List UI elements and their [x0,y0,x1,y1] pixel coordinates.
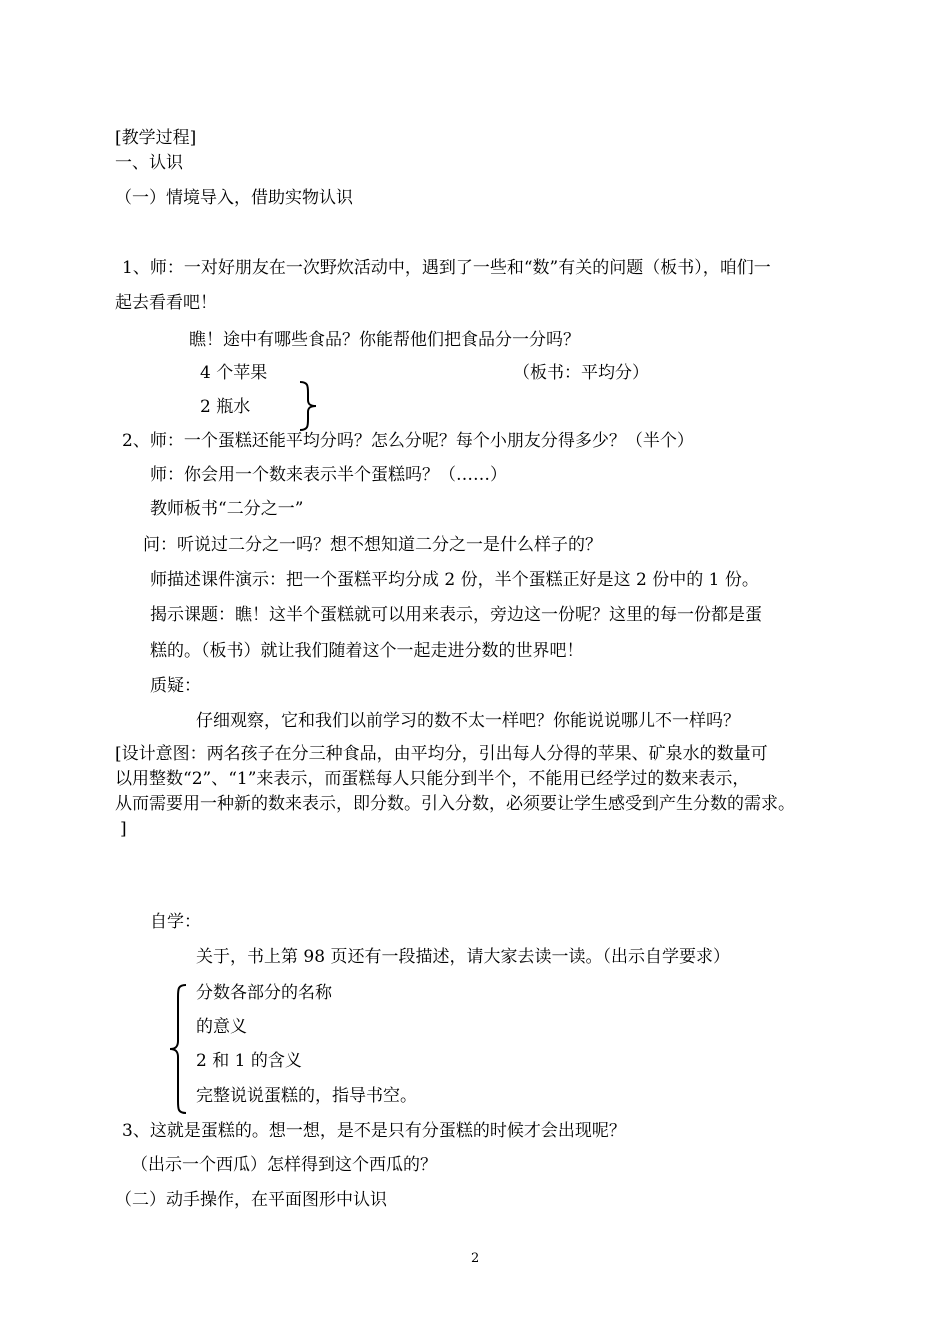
study-requirement: 2 和 1 的含义 [196,1051,302,1071]
paragraph-line: 糕的。（板书）就让我们随着这个一起走进分数的世界吧！ [150,641,584,661]
design-intent-line: [设计意图：两名孩子在分三种食品，由平均分，引出每人分得的苹果、矿泉水的数量可 [115,744,768,764]
design-intent-line: ] [120,819,127,839]
section-header: [教学过程] [115,128,197,148]
paragraph-line: 瞧！途中有哪些食品？你能帮他们把食品分一分吗？ [189,330,580,350]
subsection-heading: （一）情境导入，借助实物认识 [115,188,353,208]
design-intent-line: 以用整数“2”、“1”来表示，而蛋糕每人只能分到半个，不能用已经学过的数来表示， [115,769,750,789]
paragraph-line: 2、师：一个蛋糕还能平均分吗？怎么分呢？每个小朋友分得多少？（半个） [122,431,694,451]
design-intent-line: 从而需要用一种新的数来表示，即分数。引入分数，必须要让学生感受到产生分数的需求。 [115,794,795,814]
study-requirement: 完整说说蛋糕的，指导书空。 [196,1086,417,1106]
paragraph-line: 揭示课题：瞧！这半个蛋糕就可以用来表示，旁边这一份呢？这里的每一份都是蛋 [150,605,762,625]
part-heading: 一、认识 [115,153,183,173]
board-note: （板书：平均分） [513,363,649,383]
subsection-heading: （二）动手操作，在平面图形中认识 [115,1190,387,1210]
paragraph-line: 师描述课件演示：把一个蛋糕平均分成 2 份，半个蛋糕正好是这 2 份中的 1 份。 [150,570,759,590]
paragraph-line: 关于，书上第 98 页还有一段描述，请大家去读一读。（出示自学要求） [196,947,730,967]
study-requirement: 分数各部分的名称 [196,983,332,1003]
self-study-label: 自学： [150,912,201,932]
food-item-water: 2 瓶水 [200,397,251,417]
food-item-apple: 4 个苹果 [200,363,268,383]
paragraph-line: 师：你会用一个数来表示半个蛋糕吗？（……） [150,465,507,485]
paragraph-line: 起去看看吧！ [115,293,217,313]
study-requirement: 的意义 [196,1017,247,1037]
paragraph-line: 3、这就是蛋糕的。想一想，是不是只有分蛋糕的时候才会出现呢？ [122,1121,626,1141]
page-number: 2 [471,1251,480,1266]
paragraph-line: （出示一个西瓜）怎样得到这个西瓜的？ [131,1155,437,1175]
left-brace-icon [168,983,190,1115]
paragraph-line: 问：听说过二分之一吗？想不想知道二分之一是什么样子的？ [143,535,602,555]
paragraph-line: 质疑： [150,676,201,696]
paragraph-line: 1、师：一对好朋友在一次野炊活动中，遇到了一些和“数”有关的问题（板书），咱们一 [122,258,771,278]
paragraph-line: 教师板书“二分之一” [150,499,304,519]
paragraph-line: 仔细观察，它和我们以前学习的数不太一样吧？你能说说哪儿不一样吗？ [196,711,740,731]
right-brace-icon [296,380,320,432]
